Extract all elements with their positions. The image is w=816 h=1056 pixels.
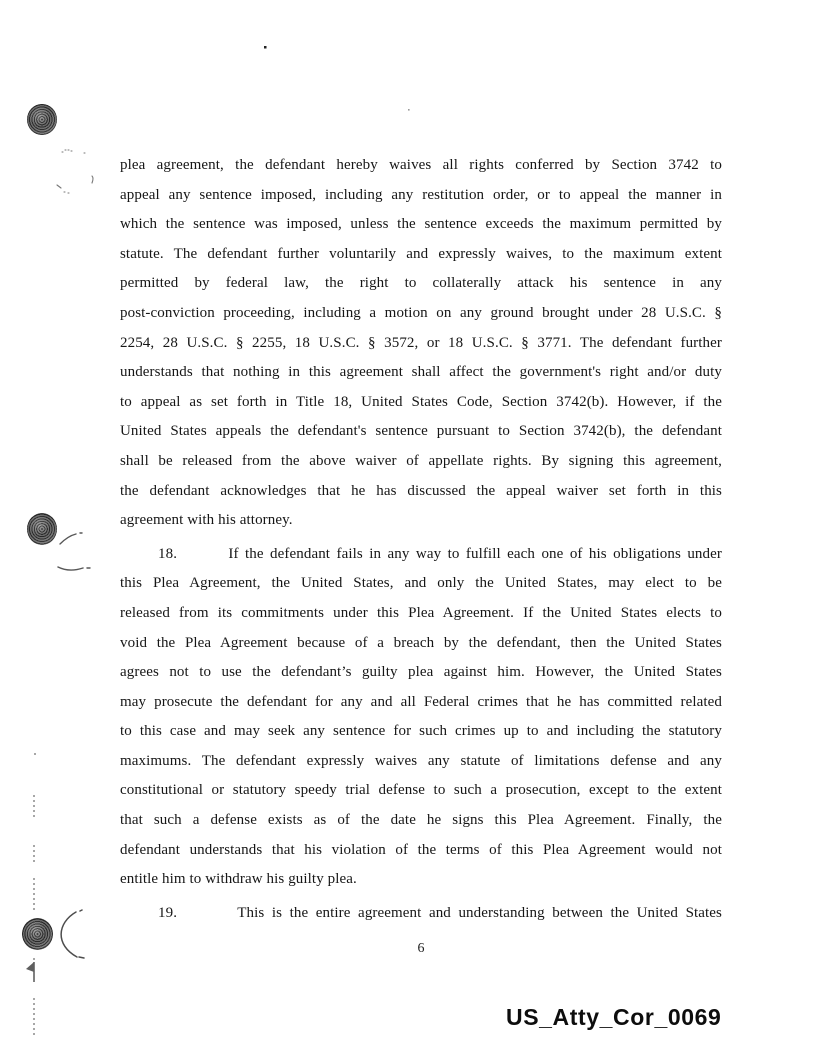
scan-dash-mark [34, 753, 36, 758]
scan-dash-mark [33, 845, 35, 865]
text-line: post-conviction proceeding, including a motion on any ground brought under 28 U.S.C. § [120, 304, 722, 321]
text-line: 18. If the defendant fails in any way to fulfill each one of his obligations under [158, 545, 722, 562]
text-line: agrees not to use the defendant’s guilty plea against him. However, the United States [120, 664, 722, 681]
text-line: appeal any sentence imposed, including any restitution order, or to appeal the manner in [120, 186, 722, 203]
text-line: United States appeals the defendant's sentence pursuant to Section 3742(b), the defendant [120, 423, 722, 440]
text-line: may prosecute the defendant for any and all Federal crimes that he has committed related [120, 693, 722, 710]
hole-punch-mark-top [27, 104, 57, 135]
text-line: that such a defense exists as of the date he signs this Plea Agreement. Finally, the [120, 812, 722, 829]
scan-dash-mark [33, 998, 35, 1038]
para-19 [120, 899, 722, 929]
hole-punch-mark-bottom [22, 918, 53, 950]
text-line: 19. This is the entire agreement and understanding between the United States [158, 904, 722, 921]
text-line: plea agreement, the defendant hereby waives all rights conferred by Section 3742 to [120, 157, 722, 173]
text-line: to appeal as set forth in Title 18, United States Code, Section 3742(b). However, if the [120, 393, 722, 410]
text-line: agreement with his attorney. [120, 512, 293, 529]
document-body [120, 151, 722, 928]
text-line: defendant understands that his violation of the terms of this Plea Agreement would not [120, 841, 722, 858]
text-line: entitle him to withdraw his guilty plea. [120, 871, 357, 888]
text-line: permitted by federal law, the right to collaterally attack his sentence in any [120, 275, 722, 292]
text-line: which the sentence was imposed, unless the sentence exceeds the maximum permitted by [120, 216, 722, 233]
text-line: the defendant acknowledges that he has discussed the appeal waiver set forth in this [120, 482, 722, 499]
scan-dash-mark [33, 958, 35, 960]
text-line: understands that nothing in this agreement shall affect the government's right and/or duty [120, 364, 722, 381]
text-line: maximums. The defendant expressly waives any statute of limitations defense and any [120, 752, 722, 769]
text-line: shall be released from the above waiver of appellate rights. By signing this agreement, [120, 452, 722, 469]
page-number: 6 [417, 941, 425, 956]
text-line: statute. The defendant further voluntarily and expressly waives, to the maximum extent [120, 245, 722, 262]
scan-dash-mark [33, 878, 35, 912]
hole-punch-mark-middle [27, 513, 57, 545]
para-18 [120, 540, 722, 895]
para-17-continuation [120, 151, 722, 536]
text-line: to this case and may seek any sentence for such crimes up to and including the statutory [120, 723, 722, 740]
text-line: void the Plea Agreement because of a breach by the defendant, then the United States [120, 634, 722, 651]
scan-dash-mark [33, 795, 35, 819]
text-line: released from its commitments under this Plea Agreement. If the United States elects to [120, 604, 722, 621]
bates-stamp: US_Atty_Cor_0069 [506, 1004, 722, 1030]
text-line: constitutional or statutory speedy trial defense to such a prosecution, except to the extent [120, 782, 722, 799]
text-line: this Plea Agreement, the United States, and only the United States, may elect to be [120, 575, 722, 592]
text-line: 2254, 28 U.S.C. § 2255, 18 U.S.C. § 3572, or 18 U.S.C. § 3771. The defendant further [120, 334, 722, 351]
